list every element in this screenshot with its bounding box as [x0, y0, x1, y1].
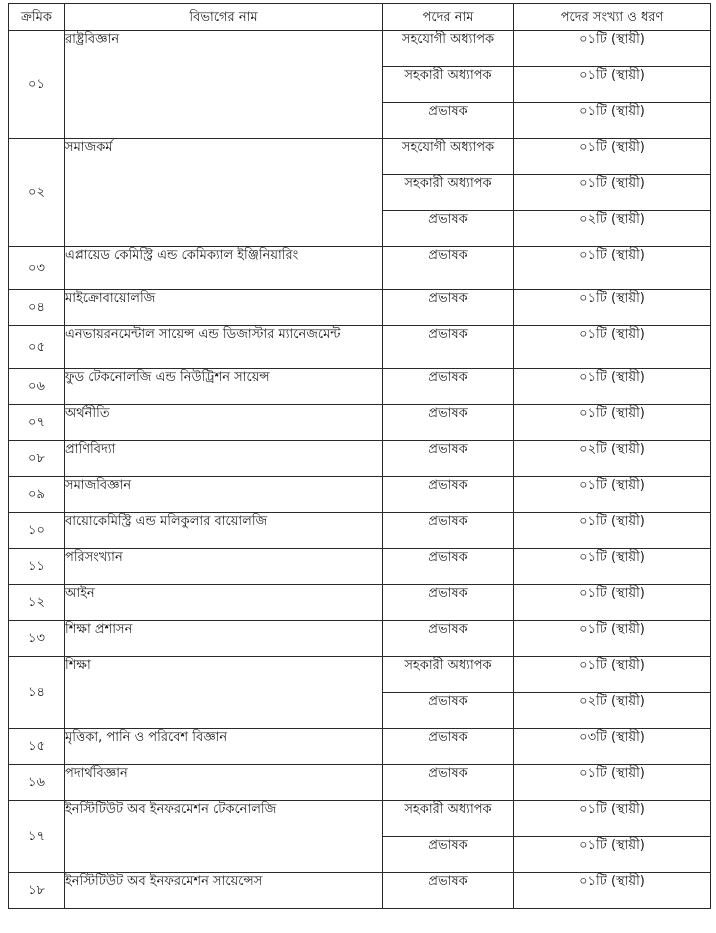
department-cell: শিক্ষা: [65, 657, 383, 729]
serial-cell: ০৭: [9, 405, 65, 441]
count-cell: ০১টি (স্থায়ী): [514, 247, 711, 290]
count-cell: ০২টি (স্থায়ী): [514, 441, 711, 477]
count-cell: ০১টি (স্থায়ী): [514, 139, 711, 175]
count-cell: ০১টি (স্থায়ী): [514, 67, 711, 103]
department-cell: ইনস্টিটিউট অব ইনফরমেশন টেকনোলজি: [65, 801, 383, 873]
table-row: [9, 290, 711, 326]
post-cell: প্রভাষক: [383, 405, 514, 441]
count-cell: ০১টি (স্থায়ী): [514, 801, 711, 837]
post-cell: প্রভাষক: [383, 621, 514, 657]
count-cell: ০১টি (স্থায়ী): [514, 405, 711, 441]
department-cell: আইন: [65, 585, 383, 621]
post-cell: প্রভাষক: [383, 513, 514, 549]
post-cell: সহকারী অধ্যাপক: [383, 801, 514, 837]
table-row: [9, 657, 711, 693]
post-cell: প্রভাষক: [383, 441, 514, 477]
serial-cell: ০৯: [9, 477, 65, 513]
header-count: পদের সংখ্যা ও ধরণ: [514, 4, 711, 31]
serial-cell: ১৫: [9, 729, 65, 765]
table-row: [9, 326, 711, 369]
post-cell: প্রভাষক: [383, 477, 514, 513]
count-cell: ০১টি (স্থায়ী): [514, 513, 711, 549]
serial-cell: ১৮: [9, 873, 65, 909]
post-cell: সহযোগী অধ্যাপক: [383, 139, 514, 175]
post-cell: সহযোগী অধ্যাপক: [383, 31, 514, 67]
post-cell: প্রভাষক: [383, 326, 514, 369]
table-row: [9, 31, 711, 67]
serial-cell: ১৭: [9, 801, 65, 873]
department-cell: ইনস্টিটিউট অব ইনফরমেশন সায়েন্সেস: [65, 873, 383, 909]
count-cell: ০২টি (স্থায়ী): [514, 211, 711, 247]
table-row: [9, 369, 711, 405]
serial-cell: ০৬: [9, 369, 65, 405]
serial-cell: ১২: [9, 585, 65, 621]
count-cell: ০১টি (স্থায়ী): [514, 477, 711, 513]
serial-cell: ১১: [9, 549, 65, 585]
department-cell: এপ্লায়েড কেমিস্ট্রি এন্ড কেমিক্যাল ইঞ্জিনিয়ারিং: [65, 247, 383, 290]
count-cell: ০১টি (স্থায়ী): [514, 290, 711, 326]
post-cell: প্রভাষক: [383, 103, 514, 139]
department-cell: সমাজবিজ্ঞান: [65, 477, 383, 513]
serial-cell: ১০: [9, 513, 65, 549]
header-serial: ক্রমিক: [9, 4, 65, 31]
table-row: [9, 477, 711, 513]
post-cell: প্রভাষক: [383, 837, 514, 873]
count-cell: ০৩টি (স্থায়ী): [514, 729, 711, 765]
post-cell: প্রভাষক: [383, 211, 514, 247]
count-cell: ০১টি (স্থায়ী): [514, 31, 711, 67]
serial-cell: ১৪: [9, 657, 65, 729]
department-cell: অর্থনীতি: [65, 405, 383, 441]
serial-cell: ০২: [9, 139, 65, 247]
count-cell: ০১টি (স্থায়ী): [514, 657, 711, 693]
serial-cell: ১৩: [9, 621, 65, 657]
vacancy-table: [8, 3, 711, 909]
department-cell: প্রাণিবিদ্যা: [65, 441, 383, 477]
department-cell: সমাজকর্ম: [65, 139, 383, 247]
count-cell: ০১টি (স্থায়ী): [514, 175, 711, 211]
post-cell: প্রভাষক: [383, 585, 514, 621]
department-cell: শিক্ষা প্রশাসন: [65, 621, 383, 657]
header-post: পদের নাম: [383, 4, 514, 31]
department-cell: পরিসংখ্যান: [65, 549, 383, 585]
serial-cell: ১৬: [9, 765, 65, 801]
post-cell: প্রভাষক: [383, 290, 514, 326]
table-row: [9, 765, 711, 801]
table-row: [9, 801, 711, 837]
count-cell: ০১টি (স্থায়ী): [514, 549, 711, 585]
header-department: বিভাগের নাম: [65, 4, 383, 31]
post-cell: প্রভাষক: [383, 549, 514, 585]
table-row: [9, 405, 711, 441]
post-cell: প্রভাষক: [383, 247, 514, 290]
table-row: [9, 585, 711, 621]
department-cell: রাষ্ট্রবিজ্ঞান: [65, 31, 383, 139]
count-cell: ০১টি (স্থায়ী): [514, 326, 711, 369]
table-row: [9, 873, 711, 909]
table-row: [9, 621, 711, 657]
serial-cell: ০৪: [9, 290, 65, 326]
post-cell: প্রভাষক: [383, 369, 514, 405]
department-cell: ফুড টেকনোলজি এন্ড নিউট্রিশন সায়েন্স: [65, 369, 383, 405]
serial-cell: ০৮: [9, 441, 65, 477]
post-cell: প্রভাষক: [383, 873, 514, 909]
table-row: [9, 549, 711, 585]
department-cell: এনভায়রনমেন্টাল সায়েন্স এন্ড ডিজাস্টার ম্যানেজমেন্ট: [65, 326, 383, 369]
post-cell: সহকারী অধ্যাপক: [383, 175, 514, 211]
table-header-row: [9, 4, 711, 31]
count-cell: ০১টি (স্থায়ী): [514, 765, 711, 801]
serial-cell: ০৫: [9, 326, 65, 369]
department-cell: বায়োকেমিস্ট্রি এন্ড মলিকুলার বায়োলজি: [65, 513, 383, 549]
post-cell: প্রভাষক: [383, 765, 514, 801]
department-cell: পদার্থবিজ্ঞান: [65, 765, 383, 801]
count-cell: ০১টি (স্থায়ী): [514, 369, 711, 405]
table-row: [9, 513, 711, 549]
count-cell: ০১টি (স্থায়ী): [514, 873, 711, 909]
post-cell: সহকারী অধ্যাপক: [383, 67, 514, 103]
table-row: [9, 441, 711, 477]
serial-cell: ০৩: [9, 247, 65, 290]
serial-cell: ০১: [9, 31, 65, 139]
count-cell: ০১টি (স্থায়ী): [514, 103, 711, 139]
count-cell: ০১টি (স্থায়ী): [514, 837, 711, 873]
post-cell: প্রভাষক: [383, 729, 514, 765]
department-cell: মৃত্তিকা, পানি ও পরিবেশ বিজ্ঞান: [65, 729, 383, 765]
table-row: [9, 139, 711, 175]
table-row: [9, 247, 711, 290]
count-cell: ০১টি (স্থায়ী): [514, 621, 711, 657]
table-row: [9, 729, 711, 765]
post-cell: সহকারী অধ্যাপক: [383, 657, 514, 693]
count-cell: ০২টি (স্থায়ী): [514, 693, 711, 729]
department-cell: মাইক্রোবায়োলজি: [65, 290, 383, 326]
count-cell: ০১টি (স্থায়ী): [514, 585, 711, 621]
post-cell: প্রভাষক: [383, 693, 514, 729]
table-body: [9, 31, 711, 909]
